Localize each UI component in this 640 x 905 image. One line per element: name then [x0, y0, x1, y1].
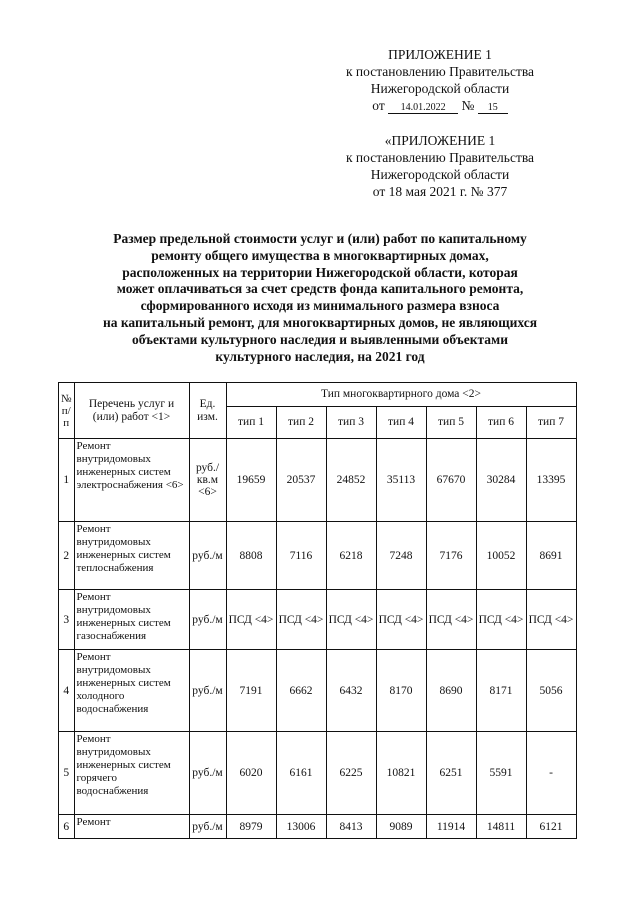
value-cell: 6121 — [526, 815, 576, 839]
appendix-line: к постановлению Правительства — [345, 150, 535, 165]
decree-date: 14.01.2022 — [388, 102, 458, 114]
header-unit: Ед. изм. — [189, 383, 226, 439]
appendix-title: «ПРИЛОЖЕНИЕ 1 — [384, 133, 496, 148]
service-name: Ремонт внутридомовых инженерных систем холодного водоснабжения — [74, 650, 189, 732]
value-cell: ПСД <4> — [276, 590, 326, 650]
value-cell: - — [526, 732, 576, 815]
row-number: 6 — [59, 815, 75, 839]
unit-cell: руб./ кв.м <6> — [189, 439, 226, 522]
unit-cell: руб./м — [189, 732, 226, 815]
table-row — [59, 522, 577, 590]
appendix-line: Нижегородской области — [370, 81, 510, 96]
value-cell: 5591 — [476, 732, 526, 815]
table-row — [59, 732, 577, 815]
appendix-line: к постановлению Правительства — [345, 64, 535, 79]
header-type: тип 2 — [276, 407, 326, 439]
unit-cell: руб./м — [189, 522, 226, 590]
value-cell: 8979 — [226, 815, 276, 839]
service-name: Ремонт внутридомовых инженерных систем горячего водоснабжения — [74, 732, 189, 815]
service-name: Ремонт внутридомовых инженерных систем теплоснабжения — [74, 522, 189, 590]
value-cell: 6251 — [426, 732, 476, 815]
appendix-header — [335, 46, 545, 114]
value-cell: 7248 — [376, 522, 426, 590]
decree-number: 15 — [478, 102, 508, 114]
service-name: Ремонт — [74, 815, 189, 839]
value-cell: 13006 — [276, 815, 326, 839]
value-cell: 10052 — [476, 522, 526, 590]
row-number: 3 — [59, 590, 75, 650]
value-cell: 8413 — [326, 815, 376, 839]
header-type: тип 1 — [226, 407, 276, 439]
value-cell: 13395 — [526, 439, 576, 522]
value-cell: 6662 — [276, 650, 326, 732]
unit-cell: руб./м — [189, 815, 226, 839]
value-cell: 20537 — [276, 439, 326, 522]
value-cell: 6020 — [226, 732, 276, 815]
value-cell: 11914 — [426, 815, 476, 839]
value-cell: 67670 — [426, 439, 476, 522]
value-cell: 7176 — [426, 522, 476, 590]
value-cell: 8170 — [376, 650, 426, 732]
table-row — [59, 815, 577, 839]
value-cell: 8808 — [226, 522, 276, 590]
header-services: Перечень услуг и (или) работ <1> — [74, 383, 189, 439]
header-building-type: Тип многоквартирного дома <2> — [226, 383, 576, 407]
header-type: тип 3 — [326, 407, 376, 439]
value-cell: 5056 — [526, 650, 576, 732]
title-line: объектами культурного наследия и выявленными объектами — [132, 331, 508, 347]
title-line: Размер предельной стоимости услуг и (или) работ по капитальному — [113, 231, 527, 246]
service-name: Ремонт внутридомовых инженерных систем электроснабжения <6> — [74, 439, 189, 522]
original-appendix-header — [335, 132, 545, 200]
value-cell: ПСД <4> — [526, 590, 576, 650]
header-type: тип 6 — [476, 407, 526, 439]
value-cell: 30284 — [476, 439, 526, 522]
value-cell: ПСД <4> — [226, 590, 276, 650]
row-number: 4 — [59, 650, 75, 732]
title-line: культурного наследия, на 2021 год — [215, 348, 425, 364]
value-cell: 10821 — [376, 732, 426, 815]
value-cell: 6161 — [276, 732, 326, 815]
value-cell: 35113 — [376, 439, 426, 522]
title-line: сформированного исходя из минимального размера взноса — [140, 298, 500, 314]
header-type: тип 4 — [376, 407, 426, 439]
header-type: тип 5 — [426, 407, 476, 439]
table-row — [59, 590, 577, 650]
value-cell: 8690 — [426, 650, 476, 732]
table-row — [59, 439, 577, 522]
row-number: 2 — [59, 522, 75, 590]
title-line: расположенных на территории Нижегородской области, которая — [122, 264, 518, 280]
value-cell: 6432 — [326, 650, 376, 732]
value-cell: 8691 — [526, 522, 576, 590]
value-cell: 7191 — [226, 650, 276, 732]
service-name: Ремонт внутридомовых инженерных систем газоснабжения — [74, 590, 189, 650]
value-cell: 6218 — [326, 522, 376, 590]
cost-table — [58, 382, 577, 839]
row-number: 5 — [59, 732, 75, 815]
value-cell: ПСД <4> — [476, 590, 526, 650]
value-cell: 24852 — [326, 439, 376, 522]
value-cell: ПСД <4> — [376, 590, 426, 650]
value-cell: 19659 — [226, 439, 276, 522]
unit-cell: руб./м — [189, 590, 226, 650]
number-sign: № — [461, 98, 475, 113]
appendix-title: ПРИЛОЖЕНИЕ 1 — [388, 47, 492, 62]
header-type: тип 7 — [526, 407, 576, 439]
title-line: ремонту общего имущества в многоквартирных домах, — [151, 247, 489, 263]
document-title — [60, 231, 580, 365]
appendix-date-line — [335, 97, 545, 114]
appendix-line: от 18 мая 2021 г. № 377 — [372, 184, 508, 199]
value-cell: 14811 — [476, 815, 526, 839]
title-line: на капитальный ремонт, для многоквартирных домов, не являющихся — [102, 314, 538, 330]
value-cell: ПСД <4> — [426, 590, 476, 650]
title-line: может оплачиваться за счет средств фонда капитального ремонта, — [116, 281, 524, 297]
appendix-line: Нижегородской области — [370, 167, 510, 182]
from-label: от — [372, 98, 385, 113]
value-cell: 8171 — [476, 650, 526, 732]
row-number: 1 — [59, 439, 75, 522]
unit-cell: руб./м — [189, 650, 226, 732]
table-row — [59, 650, 577, 732]
value-cell: 9089 — [376, 815, 426, 839]
header-num: № п/п — [59, 383, 75, 439]
value-cell: ПСД <4> — [326, 590, 376, 650]
value-cell: 6225 — [326, 732, 376, 815]
value-cell: 7116 — [276, 522, 326, 590]
